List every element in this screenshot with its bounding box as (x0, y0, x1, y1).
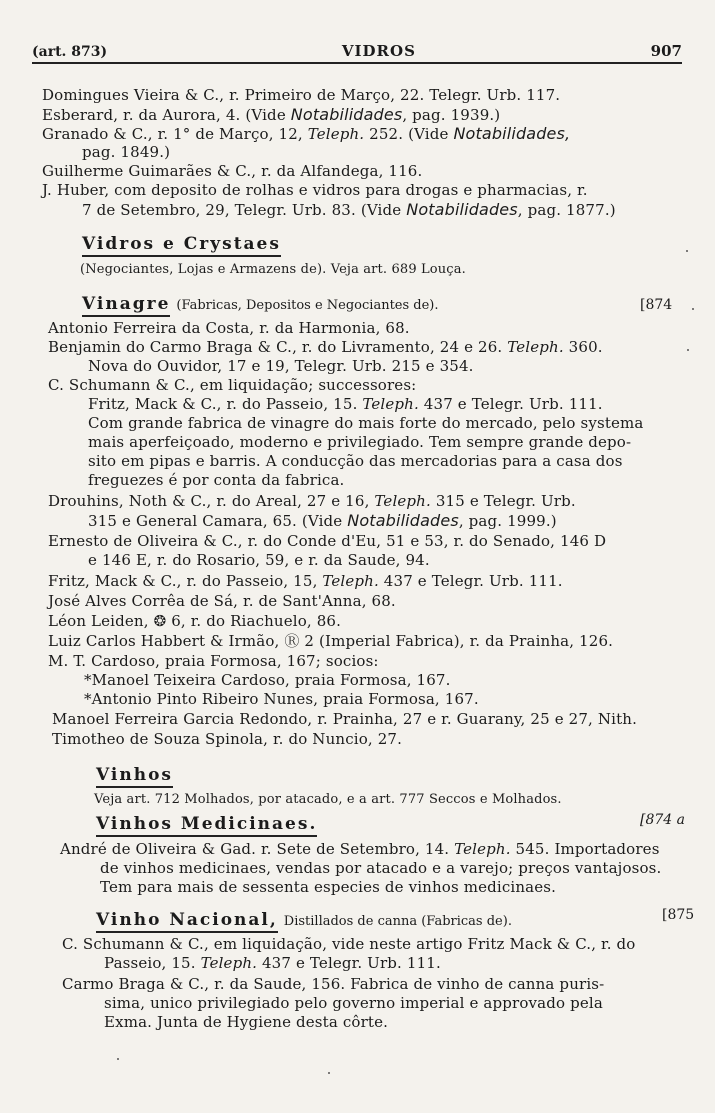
print-speck (692, 308, 694, 310)
entry: André de Oliveira & Gad. r. Sete de Setembro, 14. Teleph. 545. Importadores (60, 840, 660, 858)
entry: M. T. Cardoso, praia Formosa, 167; socios: (48, 652, 379, 670)
entry-cont: Tem para mais de sessenta especies de vinhos medicinaes. (100, 878, 557, 896)
entry-cont: Passeio, 15. Teleph. 437 e Telegr. Urb. 111. (104, 954, 441, 972)
entry: Manoel Ferreira Garcia Redondo, r. Prainha, 27 e r. Guarany, 25 e 27, Nith. (52, 710, 637, 728)
header-title: VIDROS (341, 42, 416, 60)
print-speck (328, 1072, 330, 1074)
entry-cont: sima, unico privilegiado pelo governo imperial e approvado pela (104, 994, 603, 1012)
article-ref: [874 a (640, 812, 685, 828)
entry: C. Schumann & C., em liquidação; successores: (48, 376, 417, 394)
entry-cont: e 146 E, r. do Rosario, 59, e r. da Saude, 94. (88, 551, 430, 569)
section-note: Veja art. 712 Molhados, por atacado, e a art. 777 Seccos e Molhados. (94, 792, 562, 807)
section-title: Vidros e Crystaes (82, 234, 281, 257)
section-vinho-nacional (96, 910, 512, 933)
entry-cont: 315 e General Camara, 65. (Vide Notabilidades, pag. 1999.) (88, 511, 557, 530)
entry-cont: Com grande fabrica de vinagre do mais forte do mercado, pelo systema (88, 414, 644, 432)
entry: Léon Leiden, ❂ 6, r. do Riachuelo, 86. (48, 612, 342, 630)
entry: Luiz Carlos Habbert & Irmão, Ⓡ 2 (Imperial Fabrica), r. da Prainha, 126. (48, 632, 614, 650)
section-vinagre (82, 294, 439, 317)
entry-esberard: Esberard, r. da Aurora, 4. (Vide Notabilidades, pag. 1939.) (42, 105, 501, 124)
article-ref: [875 (662, 907, 695, 923)
entry: Drouhins, Noth & C., r. do Areal, 27 e 16, Teleph. 315 e Telegr. Urb. (48, 492, 576, 510)
entry-guilherme-guimaraes: Guilherme Guimarães & C., r. da Alfandega, 116. (42, 162, 423, 180)
section-title: Vinagre (82, 294, 170, 317)
entry: Ernesto de Oliveira & C., r. do Conde d'Eu, 51 e 53, r. do Senado, 146 D (48, 532, 607, 550)
medal-icon: ❂ (153, 612, 167, 630)
section-vinhos (96, 765, 173, 788)
circled-r-icon: Ⓡ (284, 632, 300, 650)
section-vidros-crystaes (82, 234, 281, 257)
entry: José Alves Corrêa de Sá, r. de Sant'Anna, 68. (48, 592, 396, 610)
section-title: Vinhos (96, 765, 173, 788)
entry-partner: *Antonio Pinto Ribeiro Nunes, praia Formosa, 167. (84, 690, 479, 708)
entry: Antonio Ferreira da Costa, r. da Harmonia, 68. (48, 319, 410, 337)
entry-cont: de vinhos medicinaes, vendas por atacado e a varejo; preços vantajosos. (100, 859, 662, 877)
entry-huber: J. Huber, com deposito de rolhas e vidros para drogas e pharmacias, r. (42, 181, 588, 199)
entry-cont: sito em pipas e barris. A conducção das mercadorias para a casa dos (88, 452, 623, 470)
section-subtitle: Distillados de canna (Fabricas de). (283, 914, 512, 929)
header-article-ref: (art. 873) (32, 44, 108, 60)
entry: Timotheo de Souza Spinola, r. do Nuncio, 27. (52, 730, 403, 748)
entry-cont: Fritz, Mack & C., r. do Passeio, 15. Teleph. 437 e Telegr. Urb. 111. (88, 395, 603, 413)
entry-cont: Nova do Ouvidor, 17 e 19, Telegr. Urb. 215 e 354. (88, 357, 474, 375)
page-header (32, 40, 682, 64)
entry: Fritz, Mack & C., r. do Passeio, 15, Teleph. 437 e Telegr. Urb. 111. (48, 572, 563, 590)
page-number: 907 (650, 42, 682, 60)
article-ref: [874 (640, 297, 673, 313)
entry: Carmo Braga & C., r. da Saude, 156. Fabrica de vinho de canna puris- (62, 975, 605, 993)
entry-granado-cont: pag. 1849.) (82, 143, 171, 161)
entry-cont: mais aperfeiçoado, moderno e privilegiado. Tem sempre grande depo- (88, 433, 632, 451)
entry: C. Schumann & C., em liquidação, vide neste artigo Fritz Mack & C., r. do (62, 935, 636, 953)
entry-partner: *Manoel Teixeira Cardoso, praia Formosa, 167. (84, 671, 451, 689)
entry-huber-cont: 7 de Setembro, 29, Telegr. Urb. 83. (Vide Notabilidades, pag. 1877.) (82, 200, 616, 219)
print-speck (686, 250, 688, 252)
entry-domingues-vieira: Domingues Vieira & C., r. Primeiro de Março, 22. Telegr. Urb. 117. (42, 86, 561, 104)
entry-cont: Exma. Junta de Hygiene desta côrte. (104, 1013, 389, 1031)
print-speck (687, 349, 689, 351)
section-title: Vinhos Medicinaes. (96, 814, 317, 837)
section-note: (Negociantes, Lojas e Armazens de). Veja art. 689 Louça. (80, 262, 466, 277)
section-title: Vinho Nacional, (96, 910, 278, 933)
print-speck (117, 1058, 119, 1060)
section-vinhos-medicinaes (96, 814, 317, 837)
section-subtitle: (Fabricas, Depositos e Negociantes de). (176, 298, 439, 313)
entry-granado: Granado & C., r. 1° de Março, 12, Teleph. 252. (Vide Notabilidades, (42, 124, 571, 143)
entry: Benjamin do Carmo Braga & C., r. do Livramento, 24 e 26. Teleph. 360. (48, 338, 603, 356)
entry-cont: freguezes é por conta da fabrica. (88, 471, 345, 489)
